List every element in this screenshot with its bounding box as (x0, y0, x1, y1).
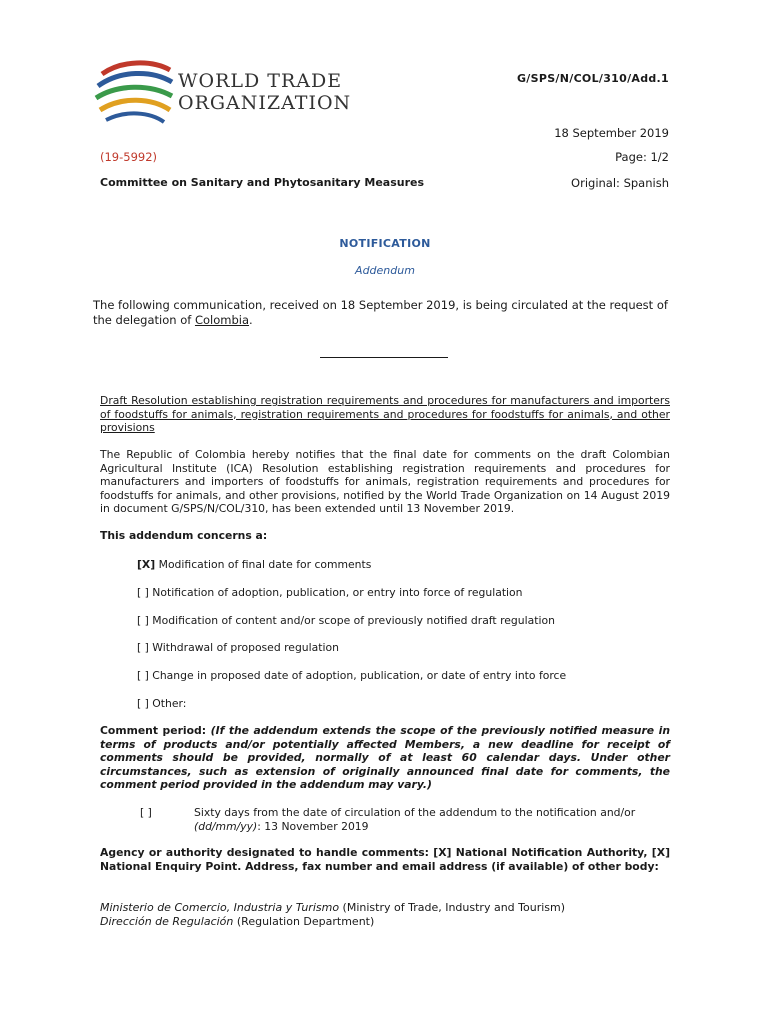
org-name-line2: ORGANIZATION (178, 92, 352, 114)
option-mark: [ ] (137, 614, 149, 627)
addendum-subheading: Addendum (355, 264, 415, 277)
sixty-days-text (194, 806, 672, 834)
option-text: Withdrawal of proposed regulation (152, 641, 339, 654)
ministry-block (100, 901, 565, 929)
notification-heading: NOTIFICATION (339, 237, 431, 250)
resolution-title: Draft Resolution establishing registration requirements and procedures for manufacturers and importers of foodstuffs for animals, registration requirements and procedures for foodstuffs for animals, and other provisions (100, 394, 670, 434)
option-mark: [ ] (137, 641, 149, 654)
concerns-label: This addendum concerns a: (100, 529, 268, 542)
direction-line (100, 915, 565, 929)
option-text: Notification of adoption, publication, or entry into force of regulation (152, 586, 523, 599)
direction-english: (Regulation Department) (233, 915, 375, 928)
original-language: Original: Spanish (571, 176, 669, 190)
option-text: Other: (152, 697, 187, 710)
notification-paragraph: The Republic of Colombia hereby notifies that the final date for comments on the draft Colombian Agricultural Institute (ICA) Resolution establishing registration requirements and procedures for manufacturers and importers of foodstuffs for animals, registration requirements and procedures for foodstuffs for animals, and other provisions, notified by the World Trade Organization on 14 August 2019 in document G/SPS/N/COL/310, has been extended until 13 November 2019. (100, 448, 670, 515)
comment-label: Comment period: (100, 724, 207, 737)
sixty-days-mark: [ ] (140, 806, 152, 819)
option-withdrawal (137, 641, 339, 654)
option-modification-content (137, 614, 555, 627)
intro-paragraph (93, 298, 678, 328)
ministry-spanish: Ministerio de Comercio, Industria y Turismo (100, 901, 340, 914)
committee-name: Committee on Sanitary and Phytosanitary Measures (100, 176, 425, 189)
option-text: Modification of content and/or scope of previously notified draft regulation (152, 614, 555, 627)
page-number: Page: 1/2 (615, 150, 669, 164)
option-mark: [X] (137, 558, 156, 571)
option-mark: [ ] (137, 697, 149, 710)
document-reference: (19-5992) (100, 150, 158, 164)
intro-end: . (249, 313, 253, 327)
ministry-english: (Ministry of Trade, Industry and Tourism) (339, 901, 566, 914)
option-other (137, 697, 186, 710)
document-date: 18 September 2019 (554, 126, 669, 140)
date-format: (dd/mm/yy) (194, 820, 258, 833)
comment-period (100, 724, 670, 792)
option-mark: [ ] (137, 586, 149, 599)
option-text: Change in proposed date of adoption, publication, or date of entry into force (152, 669, 567, 682)
divider (320, 357, 448, 358)
option-text: Modification of final date for comments (158, 558, 372, 571)
comment-text: (If the addendum extends the scope of the previously notified measure in terms of products and/or potentially affected Members, a new deadline for receipt of comments should be provided, normally of at least 60 calendar days. Under other circumstances, such as extension of originally announced final date for comments, the comment period provided in the addendum may vary.) (100, 724, 671, 791)
option-mark: [ ] (137, 669, 149, 682)
intro-text: The following communication, received on 18 September 2019, is being circulated at the request of the delegation of (93, 298, 668, 327)
sixty-text: Sixty days from the date of circulation of the addendum to the notification and/or (194, 806, 636, 819)
option-modification-date (137, 558, 371, 571)
ministry-line (100, 901, 565, 915)
org-name-line1: WORLD TRADE (178, 70, 343, 92)
intro-country: Colombia (194, 313, 249, 327)
sixty-date: : 13 November 2019 (257, 820, 369, 833)
direction-spanish: Dirección de Regulación (100, 915, 234, 928)
option-change-date (137, 669, 566, 682)
agency-label: Agency or authority designated to handle comments: [X] National Notification Authority, [X] National Enquiry Point. Address, fax number and email address (if available) of other body: (100, 846, 670, 873)
option-adoption (137, 586, 523, 599)
document-symbol: G/SPS/N/COL/310/Add.1 (516, 72, 669, 85)
org-name (178, 70, 351, 114)
